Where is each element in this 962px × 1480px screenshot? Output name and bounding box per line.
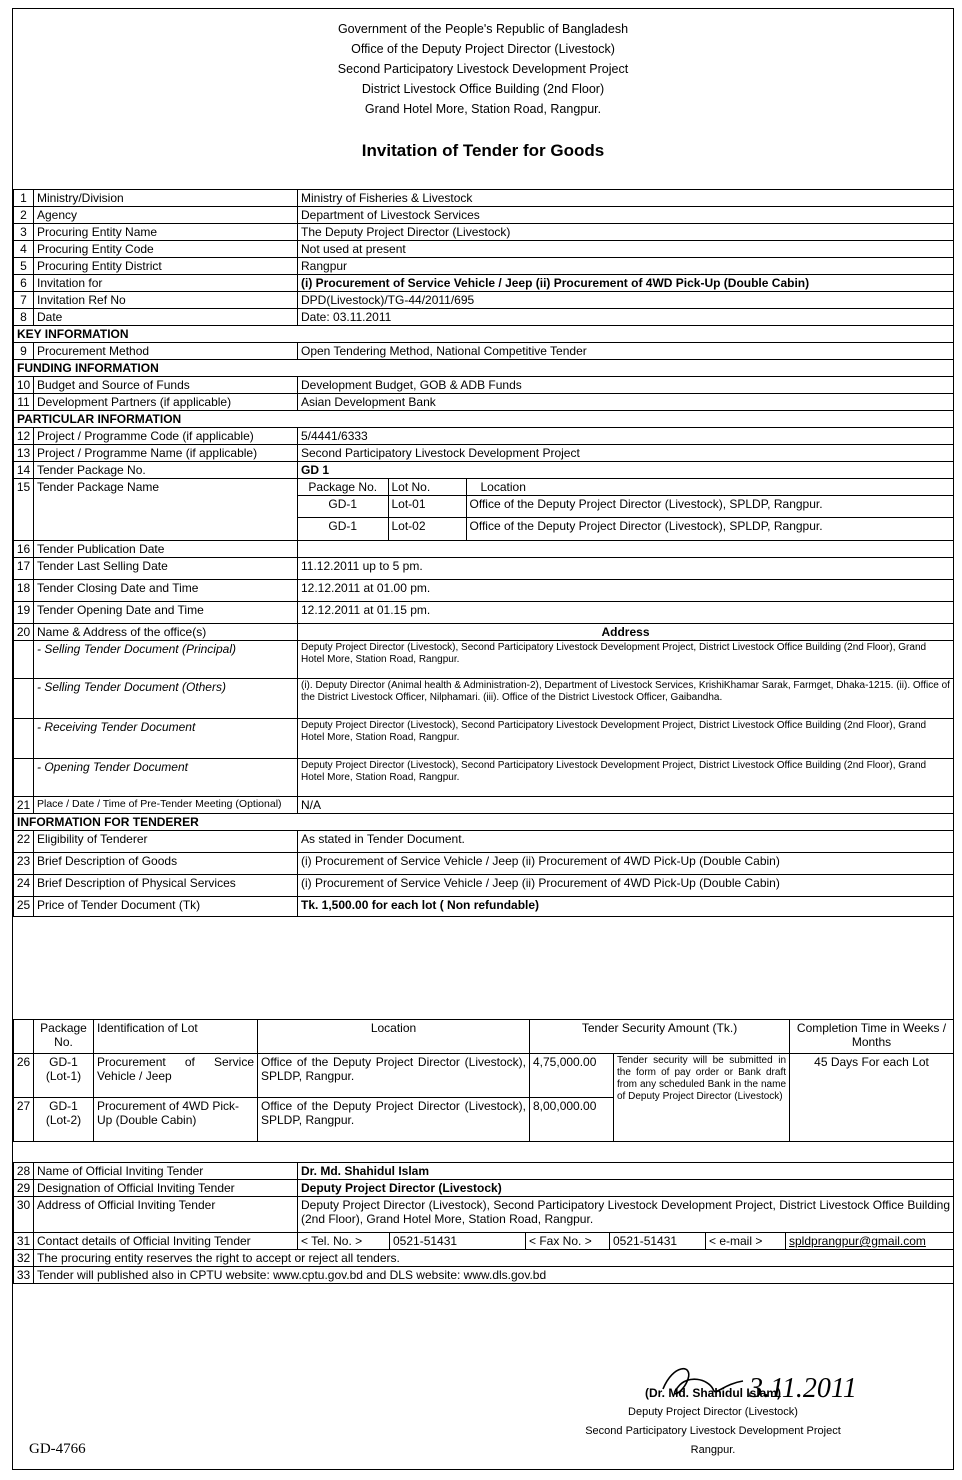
row-label: Project / Programme Code (if applicable) (34, 428, 298, 445)
address-row (14, 640, 954, 678)
row-number-blank (14, 678, 34, 718)
package-cell (298, 479, 954, 541)
row-label: Brief Description of Goods (34, 852, 298, 874)
row-number: 28 (14, 1163, 34, 1180)
tender-table (13, 189, 954, 917)
row-value: Ministry of Fisheries & Livestock (298, 190, 954, 207)
row-label: Procurement Method (34, 343, 298, 360)
signatory-designation: Deputy Project Director (Livestock) (628, 1406, 798, 1418)
signatory-name: (Dr. Md. Shahidul Islam) (644, 1386, 781, 1400)
row-value: Tk. 1,500.00 for each lot ( Non refundable) (298, 896, 954, 916)
row-value (298, 540, 954, 557)
row-number: 18 (14, 579, 34, 601)
lot-identification: Procurement of Service Vehicle / Jeep (94, 1054, 258, 1098)
package-header-row (298, 479, 953, 496)
row-number: 16 (14, 540, 34, 557)
table-row (14, 1163, 954, 1180)
row-number: 26 (14, 1054, 34, 1098)
row-number: 24 (14, 874, 34, 896)
email-label: < e-mail > (706, 1233, 786, 1250)
row-value: GD 1 (298, 462, 954, 479)
table-row (14, 1180, 954, 1197)
row-label: Project / Programme Name (if applicable) (34, 445, 298, 462)
row-value: Not used at present (298, 241, 954, 258)
header-line-5: Grand Hotel More, Station Road, Rangpur. (364, 102, 602, 116)
table-row (14, 623, 954, 640)
row-value: 5/4441/6333 (298, 428, 954, 445)
lot-header-package: Package No. (34, 1020, 94, 1054)
row-value: N/A (298, 796, 954, 813)
lot-table (13, 1019, 954, 1142)
row-label: Tender Closing Date and Time (34, 579, 298, 601)
row-label: Designation of Official Inviting Tender (34, 1180, 298, 1197)
row-number: 4 (14, 241, 34, 258)
row-label: Date (34, 309, 298, 326)
package-row (298, 496, 953, 518)
row-number: 2 (14, 207, 34, 224)
row-label: Budget and Source of Funds (34, 377, 298, 394)
row-label: Ministry/Division (34, 190, 298, 207)
table-row (14, 445, 954, 462)
package-header-lot: Lot No. (388, 479, 466, 496)
row-label: Procuring Entity District (34, 258, 298, 275)
row-value: The Deputy Project Director (Livestock) (298, 224, 954, 241)
fax-label: < Fax No. > (526, 1233, 610, 1250)
section-particular-information: PARTICULAR INFORMATION (14, 411, 954, 428)
lot-location: Office of the Deputy Project Director (Livestock), SPLDP, Rangpur. (466, 518, 953, 540)
lot-security-amount: 8,00,000.00 (530, 1098, 614, 1142)
table-row (14, 1267, 954, 1284)
lot-location: Office of the Deputy Project Director (Livestock), SPLDP, Rangpur. (466, 496, 953, 518)
package-row (298, 518, 953, 540)
document-title: Invitation of Tender for Goods (361, 141, 605, 160)
package-header-pkg: Package No. (298, 479, 388, 496)
row-number: 14 (14, 462, 34, 479)
lot-row (14, 1054, 954, 1098)
section-key-information: KEY INFORMATION (14, 326, 954, 343)
address-value: Deputy Project Director (Livestock), Second Participatory Livestock Development Project, District Livestock Office Building (2nd Floor), Grand Hotel More, Station Road, Rangpur. (298, 718, 954, 758)
section-header (14, 813, 954, 830)
row-label: Price of Tender Document (Tk) (34, 896, 298, 916)
address-value: Deputy Project Director (Livestock), Second Participatory Livestock Development Project, District Livestock Office Building (2nd Floor), Grand Hotel More, Station Road, Rangpur. (298, 640, 954, 678)
table-row (14, 377, 954, 394)
row-value: Date: 03.11.2011 (298, 309, 954, 326)
header-line-3: Second Participatory Livestock Development Project (337, 62, 629, 76)
row-number: 25 (14, 896, 34, 916)
official-table (13, 1162, 954, 1284)
row-label: Place / Date / Time of Pre-Tender Meeting (Optional) (34, 796, 298, 813)
table-row (14, 462, 954, 479)
row-number: 23 (14, 852, 34, 874)
row-text: Tender will published also in CPTU website: www.cptu.gov.bd and DLS website: www.dls.gov.bd (34, 1267, 954, 1284)
tender-document (12, 8, 954, 1470)
table-row (14, 258, 954, 275)
row-text: The procuring entity reserves the right to accept or reject all tenders. (34, 1250, 954, 1267)
table-row (14, 343, 954, 360)
table-row (14, 896, 954, 916)
signatory-place: Rangpur. (690, 1444, 736, 1456)
row-value: (i) Procurement of Service Vehicle / Jeep (ii) Procurement of 4WD Pick-Up (Double Cabin) (298, 275, 954, 292)
table-row (14, 394, 954, 411)
row-label: Tender Last Selling Date (34, 557, 298, 579)
section-funding-information: FUNDING INFORMATION (14, 360, 954, 377)
address-row (14, 718, 954, 758)
table-row (14, 874, 954, 896)
lot-location: Office of the Deputy Project Director (Livestock), SPLDP, Rangpur. (258, 1098, 530, 1142)
table-row (14, 1250, 954, 1267)
row-value: Deputy Project Director (Livestock), Second Participatory Livestock Development Project, District Livestock Office Building (2nd Floor), Grand Hotel More, Station Road, Rangpur. (298, 1197, 954, 1233)
row-value: Development Budget, GOB & ADB Funds (298, 377, 954, 394)
row-label: Contact details of Official Inviting Tender (34, 1233, 298, 1250)
letterhead (13, 9, 953, 119)
lot-header-identification: Identification of Lot (94, 1020, 258, 1054)
address-label: - Selling Tender Document (Principal) (34, 640, 298, 678)
lot-security-amount: 4,75,000.00 (530, 1054, 614, 1098)
lot-package: GD-1 (Lot-1) (34, 1054, 94, 1098)
row-label: Agency (34, 207, 298, 224)
table-row (14, 579, 954, 601)
package-table (298, 479, 953, 540)
header-line-1: Government of the People's Republic of Bangladesh (337, 22, 629, 36)
table-row (14, 540, 954, 557)
table-row (14, 241, 954, 258)
lot-header-row (14, 1020, 954, 1054)
fax-value: 0521-51431 (610, 1233, 706, 1250)
lot-no: Lot-01 (388, 496, 466, 518)
table-row (14, 224, 954, 241)
package-header-location: Location (466, 479, 953, 496)
table-row (14, 428, 954, 445)
row-number: 17 (14, 557, 34, 579)
package-no: GD-1 (298, 518, 388, 540)
row-number: 33 (14, 1267, 34, 1284)
package-no: GD-1 (298, 496, 388, 518)
row-number: 13 (14, 445, 34, 462)
address-row (14, 758, 954, 796)
row-label: Invitation Ref No (34, 292, 298, 309)
address-label: - Receiving Tender Document (34, 718, 298, 758)
row-number: 8 (14, 309, 34, 326)
row-number: 5 (14, 258, 34, 275)
address-value: (i). Deputy Director (Animal health & Administration-2), Department of Livestock Services, KrishiKhamar Sarak, Farmget, Dhaka-1215. (ii). Office of the District Livestock Officer, Nilphamari. (iii). Office of the District Livestock Officer, Gaibandha. (298, 678, 954, 718)
row-number: 12 (14, 428, 34, 445)
signatory-project: Second Participatory Livestock Development Project (585, 1425, 841, 1437)
row-value: 12.12.2011 at 01.15 pm. (298, 601, 954, 623)
row-number-blank (14, 718, 34, 758)
row-value: Rangpur (298, 258, 954, 275)
lot-identification: Procurement of 4WD Pick-Up (Double Cabin) (94, 1098, 258, 1142)
row-value: Open Tendering Method, National Competitive Tender (298, 343, 954, 360)
table-row (14, 309, 954, 326)
row-label: Invitation for (34, 275, 298, 292)
row-label: Tender Opening Date and Time (34, 601, 298, 623)
row-number: 29 (14, 1180, 34, 1197)
row-number: 32 (14, 1250, 34, 1267)
row-number: 31 (14, 1233, 34, 1250)
section-header (14, 326, 954, 343)
tel-label: < Tel. No. > (298, 1233, 390, 1250)
row-value: (i) Procurement of Service Vehicle / Jeep (ii) Procurement of 4WD Pick-Up (Double Cabin) (298, 874, 954, 896)
address-label: - Selling Tender Document (Others) (34, 678, 298, 718)
signature-block (553, 1354, 873, 1460)
row-number: 6 (14, 275, 34, 292)
row-number: 21 (14, 796, 34, 813)
row-number: 10 (14, 377, 34, 394)
security-note: Tender security will be submitted in the form of pay order or Bank draft from any scheduled Bank in the name of Deputy Project Director (Livestock) (614, 1054, 790, 1142)
row-value: Department of Livestock Services (298, 207, 954, 224)
lot-location: Office of the Deputy Project Director (Livestock), SPLDP, Rangpur. (258, 1054, 530, 1098)
row-number-blank (14, 640, 34, 678)
row-label: Development Partners (if applicable) (34, 394, 298, 411)
handwritten-date: 3.11.2011 (749, 1373, 857, 1404)
table-row (14, 557, 954, 579)
row-label: Tender Package Name (34, 479, 298, 541)
footer-code: GD-4766 (29, 1441, 86, 1457)
row-number: 22 (14, 830, 34, 852)
row-label: Name of Official Inviting Tender (34, 1163, 298, 1180)
lot-no: Lot-02 (388, 518, 466, 540)
tel-value: 0521-51431 (390, 1233, 526, 1250)
table-row (14, 796, 954, 813)
lot-header-blank (14, 1020, 34, 1054)
section-header (14, 360, 954, 377)
row-value: Asian Development Bank (298, 394, 954, 411)
row-label: Brief Description of Physical Services (34, 874, 298, 896)
row-number: 20 (14, 623, 34, 640)
row-number: 27 (14, 1098, 34, 1142)
header-line-4: District Livestock Office Building (2nd Floor) (361, 82, 605, 96)
section-information-for-tenderer: INFORMATION FOR TENDERER (14, 813, 954, 830)
table-row (14, 292, 954, 309)
row-number: 1 (14, 190, 34, 207)
row-value: DPD(Livestock)/TG-44/2011/695 (298, 292, 954, 309)
table-row (14, 1197, 954, 1233)
address-label: - Opening Tender Document (34, 758, 298, 796)
row-value: Second Participatory Livestock Development Project (298, 445, 954, 462)
row-number: 19 (14, 601, 34, 623)
table-row (14, 190, 954, 207)
row-number: 9 (14, 343, 34, 360)
row-label: Eligibility of Tenderer (34, 830, 298, 852)
row-value: (i) Procurement of Service Vehicle / Jeep (ii) Procurement of 4WD Pick-Up (Double Cabin) (298, 852, 954, 874)
row-number: 30 (14, 1197, 34, 1233)
table-row (14, 275, 954, 292)
lot-header-completion: Completion Time in Weeks / Months (790, 1020, 954, 1054)
row-label: Name & Address of the office(s) (34, 623, 298, 640)
table-row (14, 601, 954, 623)
row-value: Deputy Project Director (Livestock) (298, 1180, 954, 1197)
row-number: 7 (14, 292, 34, 309)
address-row (14, 678, 954, 718)
row-label: Tender Publication Date (34, 540, 298, 557)
table-row (14, 852, 954, 874)
table-row (14, 207, 954, 224)
row-value: 11.12.2011 up to 5 pm. (298, 557, 954, 579)
lot-header-security: Tender Security Amount (Tk.) (530, 1020, 790, 1054)
row-label: Procuring Entity Code (34, 241, 298, 258)
completion-time: 45 Days For each Lot (790, 1054, 954, 1142)
row-value: Dr. Md. Shahidul Islam (298, 1163, 954, 1180)
row-label: Procuring Entity Name (34, 224, 298, 241)
row-value: 12.12.2011 at 01.00 pm. (298, 579, 954, 601)
address-header: Address (298, 623, 954, 640)
header-line-2: Office of the Deputy Project Director (Livestock) (351, 42, 615, 56)
row-label: Tender Package No. (34, 462, 298, 479)
row-number: 3 (14, 224, 34, 241)
contact-row (14, 1233, 954, 1250)
email-link[interactable]: spldprangpur@gmail.com (786, 1233, 954, 1250)
table-row (14, 479, 954, 541)
row-label: Address of Official Inviting Tender (34, 1197, 298, 1233)
row-number: 11 (14, 394, 34, 411)
address-value: Deputy Project Director (Livestock), Second Participatory Livestock Development Project, District Livestock Office Building (2nd Floor), Grand Hotel More, Station Road, Rangpur. (298, 758, 954, 796)
row-value: As stated in Tender Document. (298, 830, 954, 852)
row-number-blank (14, 758, 34, 796)
lot-header-location: Location (258, 1020, 530, 1054)
table-row (14, 830, 954, 852)
lot-package: GD-1 (Lot-2) (34, 1098, 94, 1142)
section-header (14, 411, 954, 428)
row-number: 15 (14, 479, 34, 541)
